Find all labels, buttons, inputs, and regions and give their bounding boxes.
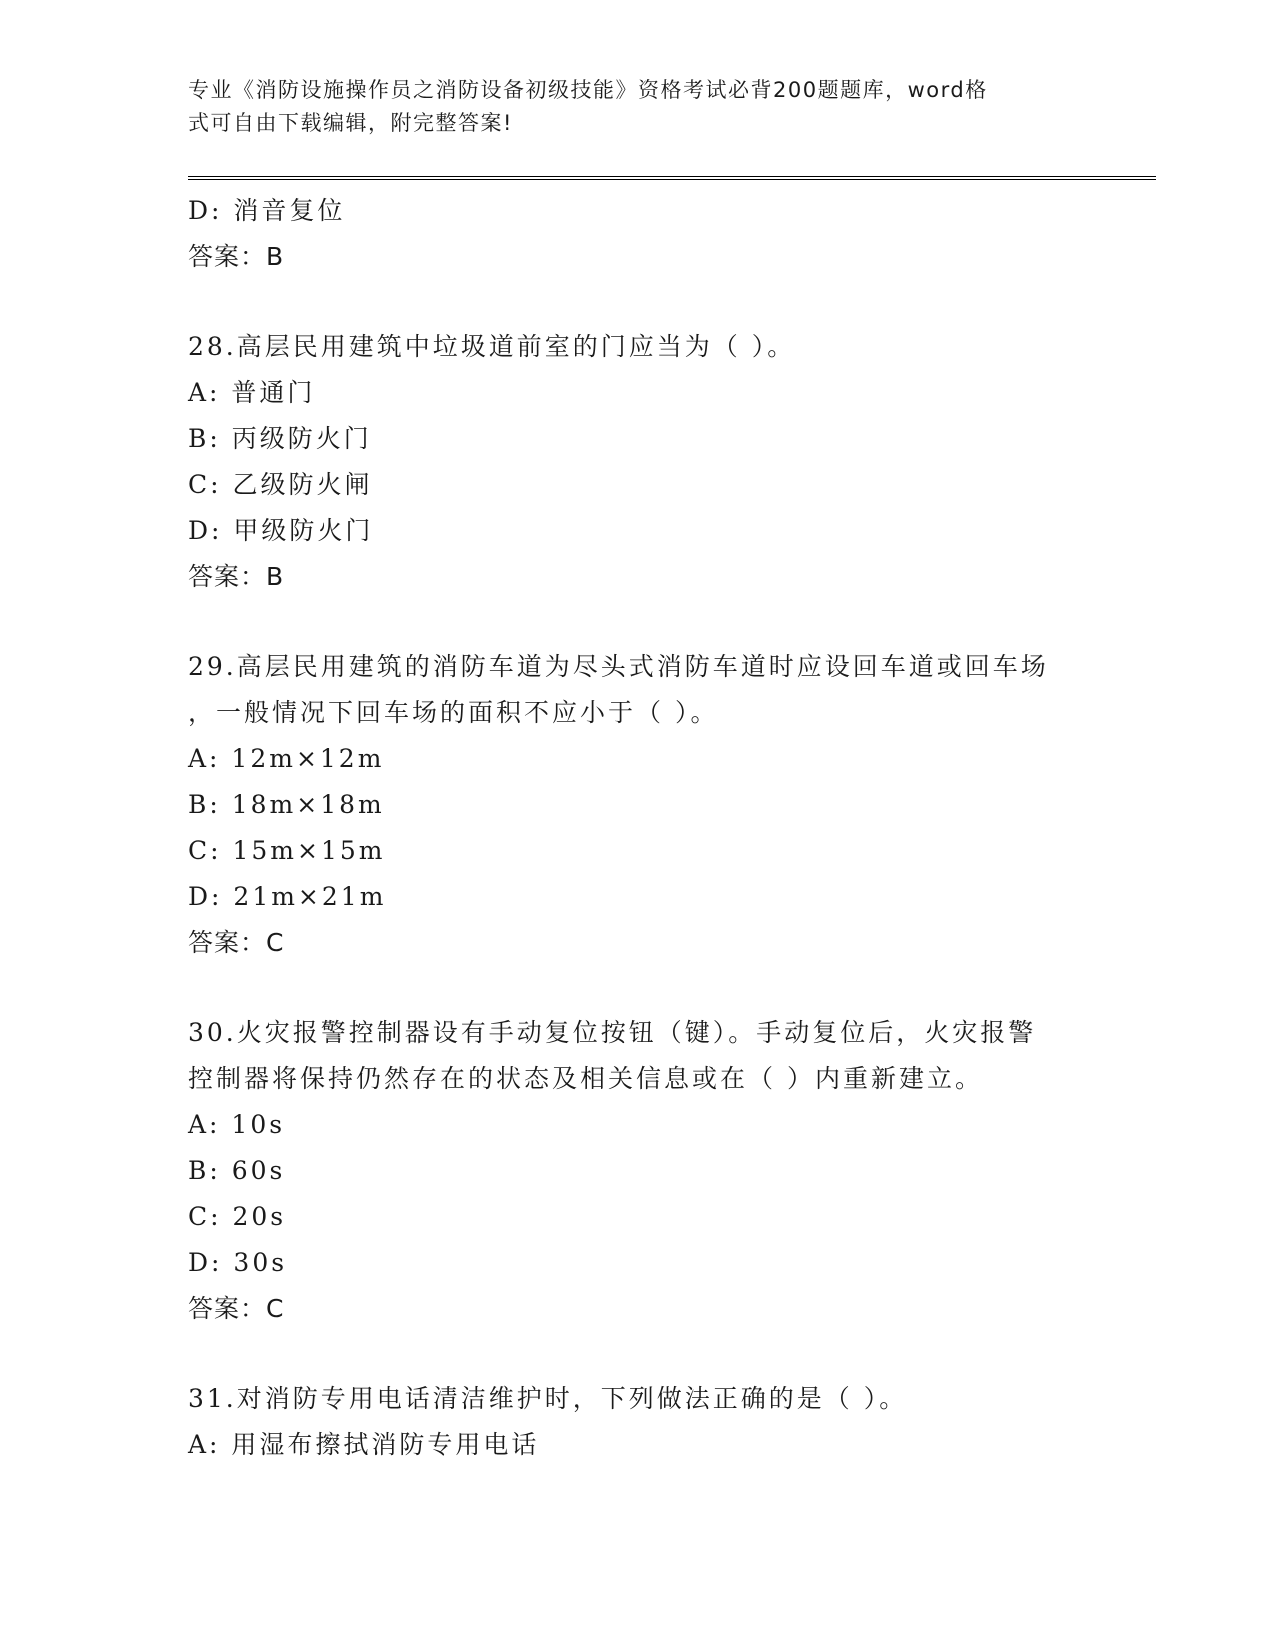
question-stem-line-1: 29.高层民用建筑的消防车道为尽头式消防车道时应设回车道或回车场 [188, 652, 1049, 681]
option-a: A: 用湿布擦拭消防专用电话 [188, 1430, 540, 1459]
question-31 [188, 1376, 1088, 1468]
option-a: A: 12m×12m [188, 744, 385, 773]
answer: 答案：C [188, 928, 285, 957]
option-d: D: 30s [188, 1248, 288, 1277]
question-stem-line-2: ，一般情况下回车场的面积不应小于（ ）。 [188, 698, 719, 727]
question-list [188, 188, 1088, 1468]
header-divider [188, 176, 1156, 180]
spacer [188, 280, 1088, 324]
option-a: A: 普通门 [188, 378, 316, 407]
option-d: D: 甲级防火门 [188, 516, 374, 545]
option-d: D: 21m×21m [188, 882, 387, 911]
question-stem-line-1: 30.火灾报警控制器设有手动复位按钮（键）。手动复位后，火灾报警 [188, 1018, 1037, 1047]
question-29 [188, 644, 1088, 966]
question-stem-line-2: 控制器将保持仍然存在的状态及相关信息或在（ ）内重新建立。 [188, 1064, 983, 1093]
option-b: B: 18m×18m [188, 790, 385, 819]
header-line-1: 专业《消防设施操作员之消防设备初级技能》资格考试必背200题题库，word格 [188, 78, 988, 102]
answer: 答案：B [188, 562, 285, 591]
spacer [188, 966, 1088, 1010]
prev-answer: 答案：B [188, 242, 285, 271]
option-b: B: 60s [188, 1156, 286, 1185]
option-a: A: 10s [188, 1110, 286, 1139]
option-c: C: 15m×15m [188, 836, 386, 865]
question-stem: 31.对消防专用电话清洁维护时，下列做法正确的是（ ）。 [188, 1384, 908, 1413]
header-line-2: 式可自由下载编辑，附完整答案! [188, 111, 513, 135]
answer: 答案：C [188, 1294, 285, 1323]
question-stem: 28.高层民用建筑中垃圾道前室的门应当为（ ）。 [188, 332, 796, 361]
spacer [188, 1332, 1088, 1376]
document-header [188, 74, 1088, 140]
question-28 [188, 324, 1088, 600]
spacer [188, 600, 1088, 644]
prev-option-d: D: 消音复位 [188, 196, 346, 225]
option-c: C: 乙级防火闸 [188, 470, 373, 499]
question-30 [188, 1010, 1088, 1332]
option-c: C: 20s [188, 1202, 287, 1231]
option-b: B: 丙级防火门 [188, 424, 372, 453]
